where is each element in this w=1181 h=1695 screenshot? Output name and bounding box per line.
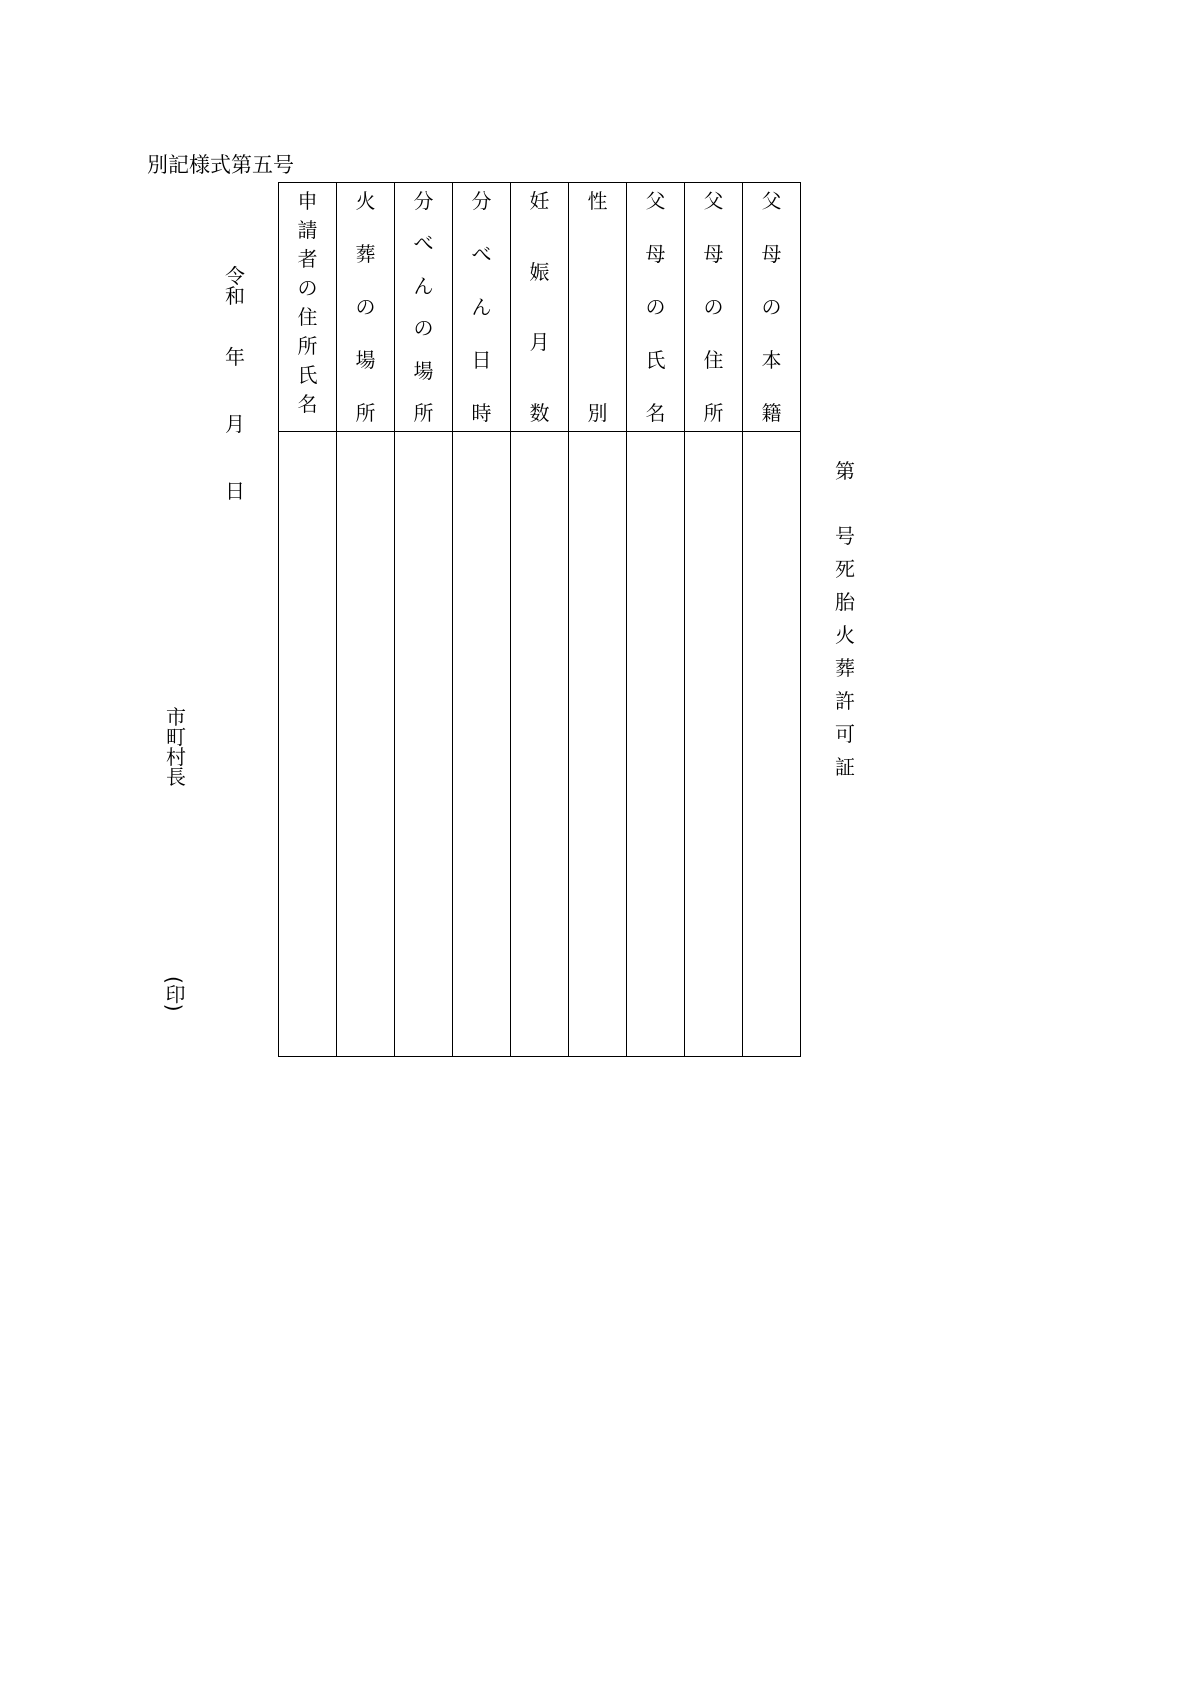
column-header-char: 籍 [761,401,782,425]
permit-name-char: 死 [835,557,855,581]
permit-title [833,461,857,790]
column-header-char: 場 [413,358,434,383]
column-header-gestation-months [511,183,569,432]
column-header-char: の [413,316,434,341]
column-header-text [511,183,568,431]
entry-cell-parents-address[interactable] [685,432,743,1057]
issuer-title-char: 町 [166,725,186,749]
permit-name-char: 許 [835,689,855,713]
permit-name-char: 可 [835,722,855,746]
column-header-char: 住 [297,305,318,329]
column-header-char: 住 [703,348,724,372]
year-char: 年 [225,345,245,369]
table-header-row [279,183,801,432]
column-header-char: 所 [703,401,724,425]
column-header-char: 母 [703,242,724,266]
column-header-char: の [761,295,782,319]
column-header-char: 父 [703,189,724,213]
permit-name-char: 火 [835,623,855,647]
column-header-applicant-address-name [279,183,337,432]
column-header-char: の [645,295,666,319]
column-header-char: 氏 [297,363,318,387]
column-header-char: 妊 [529,189,550,213]
column-header-parents-address [685,183,743,432]
column-header-sex [569,183,627,432]
column-header-char: ん [413,273,434,298]
entry-cell-gestation-months[interactable] [511,432,569,1057]
column-header-char: べ [471,242,492,266]
column-header-char: 母 [645,242,666,266]
column-header-char: の [297,276,318,300]
column-header-char: 氏 [645,348,666,372]
column-header-char: 所 [355,401,376,425]
issue-date-label [223,266,247,501]
column-header-text [685,183,742,431]
issuer-title-char: 長 [166,765,186,789]
column-header-char: 場 [355,348,376,372]
column-header-char: 分 [471,189,492,213]
column-header-char: 日 [471,348,492,372]
issuer-title [164,707,188,787]
column-header-char: 父 [761,189,782,213]
permit-number-suffix: 号 [835,524,855,548]
column-header-text [279,183,336,431]
column-header-text [453,183,510,431]
permit-form-table [278,182,801,1057]
day-char: 日 [225,479,245,503]
column-header-delivery-datetime [453,183,511,432]
issuer-title-char: 市 [166,705,186,729]
permit-name-char: 証 [835,755,855,779]
issuer-title-char: 村 [166,745,186,769]
column-header-char: 別 [587,401,608,425]
column-header-char: 父 [645,189,666,213]
column-header-parents-name [627,183,685,432]
seal-mark [164,976,188,1012]
column-header-char: 葬 [355,242,376,266]
era-char-2: 和 [225,284,245,308]
form-title: 別記様式第五号 [147,153,294,177]
table-entry-row [279,432,801,1057]
entry-cell-delivery-place[interactable] [395,432,453,1057]
column-header-char: 月 [529,330,550,355]
column-header-char: 時 [471,401,492,425]
column-header-text [743,183,800,431]
column-header-text [627,183,684,431]
column-header-delivery-place [395,183,453,432]
column-header-char: べ [413,231,434,256]
entry-cell-applicant-address-name[interactable] [279,432,337,1057]
column-header-cremation-place [337,183,395,432]
column-header-parents-domicile [743,183,801,432]
column-header-char: 娠 [529,259,550,284]
column-header-text [337,183,394,431]
column-header-char: 所 [297,334,318,358]
column-header-char: 母 [761,242,782,266]
column-header-char: 者 [297,247,318,271]
column-header-char: 名 [645,401,666,425]
column-header-char: の [703,295,724,319]
entry-cell-delivery-datetime[interactable] [453,432,511,1057]
column-header-char: ん [471,295,492,319]
column-header-char: 性 [587,189,608,213]
column-header-char: 数 [529,400,550,425]
column-header-char: 請 [297,218,318,242]
column-header-char: 名 [297,392,318,416]
entry-cell-parents-domicile[interactable] [743,432,801,1057]
column-header-char: 所 [413,400,434,425]
column-header-char: 申 [297,189,318,213]
era-char-1: 令 [225,264,245,288]
entry-cell-cremation-place[interactable] [337,432,395,1057]
column-header-char: の [355,295,376,319]
entry-cell-sex[interactable] [569,432,627,1057]
entry-cell-parents-name[interactable] [627,432,685,1057]
column-header-text [569,183,626,431]
permit-name-char: 葬 [835,656,855,680]
permit-number-prefix: 第 [835,459,855,483]
column-header-char: 分 [413,189,434,213]
column-header-char: 本 [761,348,782,372]
column-header-text [395,183,452,431]
seal-text: (印) [162,976,186,1012]
month-char: 月 [225,412,245,436]
permit-name-char: 胎 [835,590,855,614]
column-header-char: 火 [355,189,376,213]
